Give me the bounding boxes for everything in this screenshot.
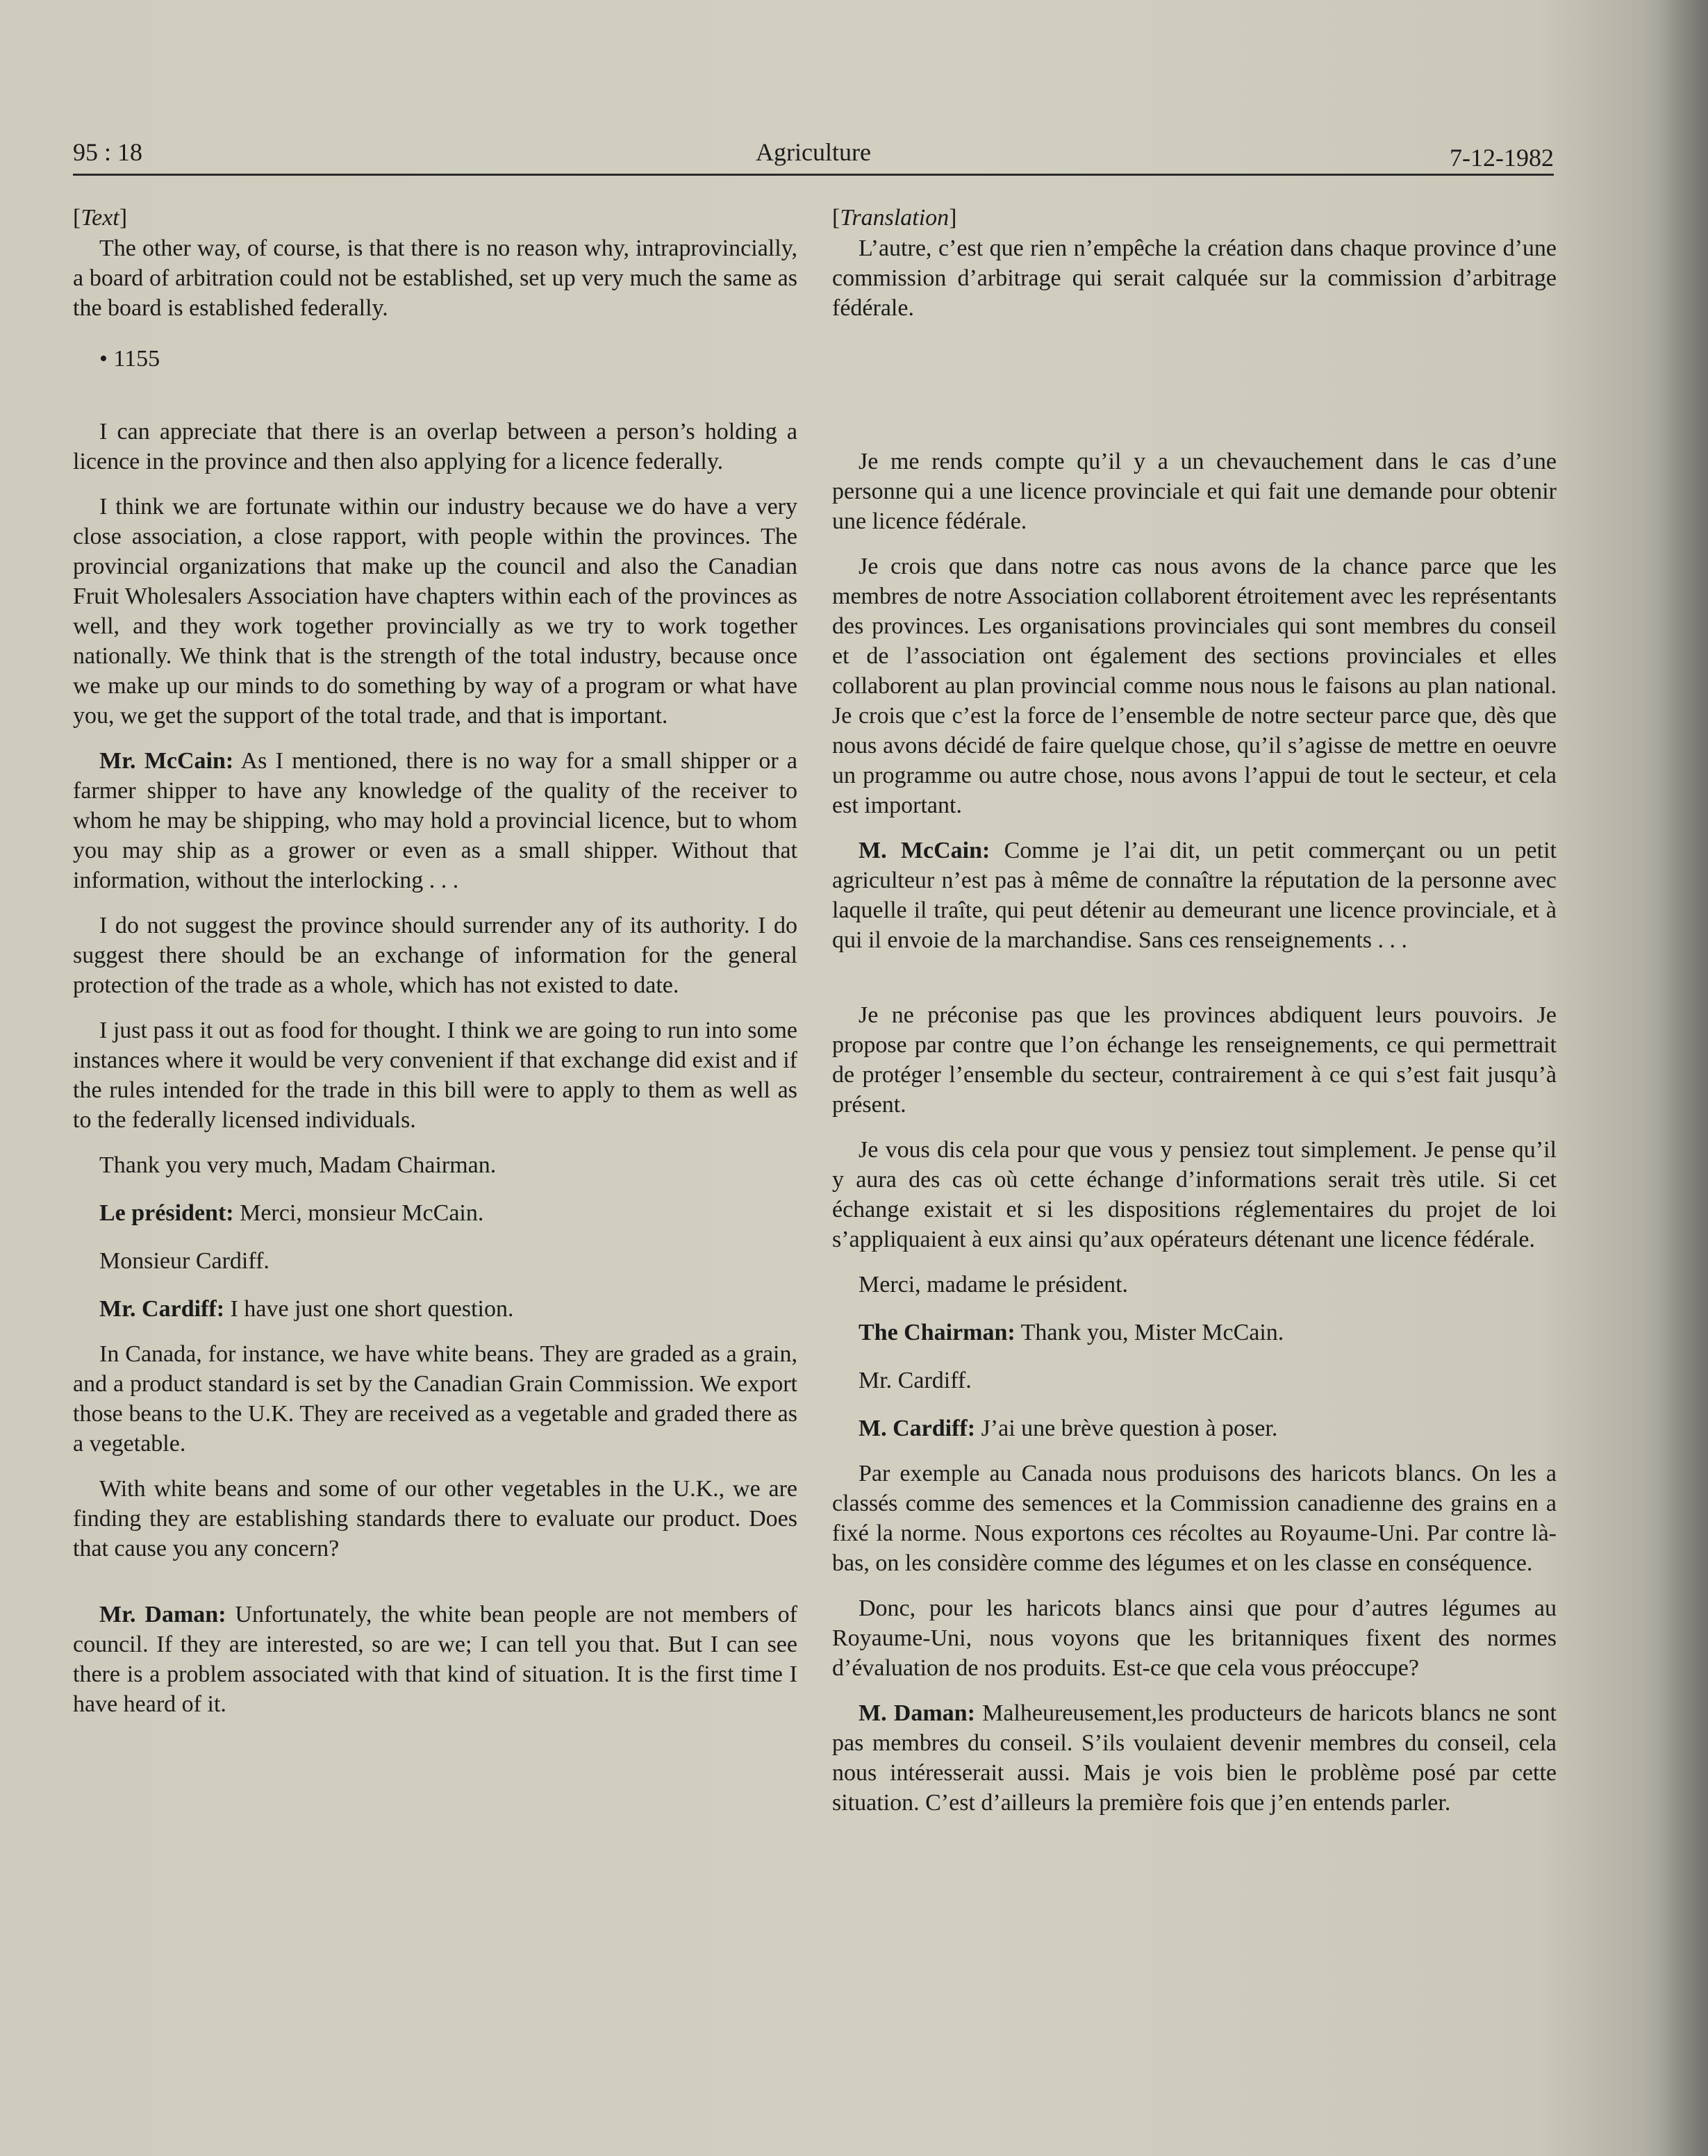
- paragraph: [832, 1698, 1557, 1818]
- paragraph: Je me rends compte qu’il y a un chevauchement dans le cas d’une personne qui a une licence provinciale et qui fait une demande pour obtenir une licence fédérale.: [832, 449, 1557, 534]
- speech-text: Thank you, Mister McCain.: [1015, 1320, 1284, 1345]
- paragraph: [73, 746, 797, 895]
- paragraph: Mr. Cardiff.: [859, 1368, 972, 1393]
- paragraph: Je crois que dans notre cas nous avons de la chance parce que les membres de notre Association collaborent étroitement avec les représentants des provinces. Les organisations provinciales qui sont membres du conseil et de l’association ont également des sections provinciales et elles collaborent au plan provincial comme nous nous le faisons au plan national. Je crois que c’est la force de l’ensemble de notre secteur parce que, dès que nous avons décidé de faire quelque chose, qu’il s’agisse de mettre en oeuvre un programme ou autre chose, nous avons l’appui de tout le secteur, et cela est important.: [832, 554, 1557, 818]
- speaker-name: The Chairman:: [859, 1320, 1015, 1345]
- speech-text: J’ai une brève question à poser.: [975, 1416, 1278, 1441]
- speech-text: As I mentioned, there is no way for a small shipper or a farmer shipper to have any knowledge of the quality of the receiver to whom he may be shipping, who may hold a provincial licence, but to whom you may ship as a grower or even as a small shipper. Without that information, without the interlocking . . .: [73, 748, 797, 893]
- paragraph: Par exemple au Canada nous produisons des haricots blancs. On les a classés comme des semences et la Commission canadienne des grains en a fixé la norme. Nous exportons ces récoltes au Royaume-Uni. Par contre là-bas, on les considère comme des légumes et on les classe en conséquence.: [832, 1461, 1557, 1576]
- speech-text: Malheureusement,les producteurs de haricots blancs ne sont pas membres du conseil. S’ils voulaient devenir membres du conseil, cela nous intéresserait aussi. Mais je vois bien le problème posé par cette situation. C’est d’ailleurs la première fois que j’en entends parler.: [832, 1700, 1557, 1816]
- speaker-name: Mr. McCain:: [99, 748, 234, 774]
- tag-text: Text: [81, 205, 119, 231]
- paragraph: With white beans and some of our other vegetables in the U.K., we are finding they are establishing standards there to evaluate our product. Does that cause you any concern?: [73, 1476, 797, 1561]
- speaker-name: M. Cardiff:: [859, 1416, 976, 1441]
- speech-text: Unfortunately, the white bean people are not members of council. If they are interested, so are we; I can tell you that. But I can see there is a problem associated with that kind of situation. It is the first time I have heard of it.: [73, 1602, 798, 1717]
- page-folio: 95 : 18: [73, 138, 143, 166]
- column-tag: [Text]: [73, 205, 128, 231]
- paragraph: Donc, pour les haricots blancs ainsi que pour d’autres légumes au Royaume-Uni, nous voyons que les britanniques fixent des normes d’évaluation de nos produits. Est-ce que cela vous préoccupe?: [832, 1595, 1557, 1681]
- paragraph: [73, 1294, 797, 1324]
- time-marker: • 1155: [99, 346, 160, 372]
- french-column: [832, 203, 1557, 1818]
- speaker-name: M. Daman:: [859, 1700, 975, 1726]
- speech-text: I have just one short question.: [224, 1296, 514, 1322]
- paragraph: I think we are fortunate within our industry because we do have a very close association, a close rapport, with people within the provinces. The provincial organizations that make up the council and also the Canadian Fruit Wholesalers Association have chapters within each of the provinces as well, and they work together provincially as we try to work together nationally. We think that is the strength of the total industry, because once we make up our minds to do something by way of a program or what have you, we get the support of the total trade, and that is important.: [73, 494, 797, 729]
- paragraph: [73, 1600, 797, 1719]
- paragraph: Monsieur Cardiff.: [99, 1248, 270, 1274]
- speaker-name: Mr. Daman:: [99, 1602, 226, 1627]
- paragraph: [832, 836, 1557, 955]
- header-rule: [73, 174, 1554, 176]
- paragraph: [73, 1198, 797, 1228]
- paragraph: Merci, madame le président.: [859, 1272, 1129, 1297]
- tag-text: Translation: [840, 205, 950, 231]
- column-tag: [Translation]: [832, 205, 957, 231]
- speaker-name: Mr. Cardiff:: [99, 1296, 225, 1322]
- speech-text: Merci, monsieur McCain.: [233, 1200, 484, 1226]
- running-header: [73, 138, 1554, 179]
- paragraph: In Canada, for instance, we have white beans. They are graded as a grain, and a product standard is set by the Canadian Grain Commission. We export those beans to the U.K. They are received as a vegetable and graded there as a vegetable.: [73, 1341, 797, 1457]
- paragraph: I do not suggest the province should surrender any of its authority. I do suggest there should be an exchange of information for the general protection of the trade as a whole, which has not existed to date.: [73, 913, 797, 998]
- paragraph: Thank you very much, Madam Chairman.: [99, 1152, 497, 1178]
- paragraph: Je vous dis cela pour que vous y pensiez tout simplement. Je pense qu’il y aura des cas où cette échange d’informations serait très utile. Si cet échange existait et si les dispositions réglementaires du projet de loi s’appliquaient à eux ainsi qu’aux opérateurs détenant une licence fédérale.: [832, 1137, 1557, 1252]
- paragraph: I can appreciate that there is an overlap between a person’s holding a licence in the province and then also applying for a licence federally.: [73, 419, 797, 474]
- header-date: 7-12-1982: [1450, 144, 1554, 172]
- speaker-name: Le président:: [99, 1200, 234, 1226]
- english-column: [73, 203, 797, 1719]
- speech-text: Comme je l’ai dit, un petit commerçant ou un petit agriculteur n’est pas à même de connaître la réputation de la personne avec laquelle il traîte, qui peut détenir au demeurant une licence provinciale, et à qui il envoie de la marchandise. Sans ces renseignements . . .: [832, 838, 1557, 953]
- paragraph: I just pass it out as food for thought. I think we are going to run into some instances where it would be very convenient if that exchange did exist and if the rules intended for the trade in this bill were to apply to them as well as to the federally licensed individuals.: [73, 1018, 797, 1133]
- paragraph: The other way, of course, is that there is no reason why, intraprovincially, a board of arbitration could not be established, set up very much the same as the board is established federally.: [73, 235, 797, 321]
- paragraph: Je ne préconise pas que les provinces abdiquent leurs pouvoirs. Je propose par contre que l’on échange les renseignements, ce qui permettrait de protéger l’ensemble du secteur, contrairement à ce qui s’est fait jusqu’à présent.: [832, 1002, 1557, 1118]
- header-title: Agriculture: [756, 138, 871, 166]
- paragraph: [832, 1413, 1557, 1443]
- speaker-name: M. McCain:: [859, 838, 990, 863]
- paragraph: [832, 1318, 1557, 1348]
- binding-shadow: [1659, 0, 1708, 2156]
- paragraph: L’autre, c’est que rien n’empêche la création dans chaque province d’une commission d’arbitrage qui serait calquée sur la commission d’arbitrage fédérale.: [832, 235, 1557, 321]
